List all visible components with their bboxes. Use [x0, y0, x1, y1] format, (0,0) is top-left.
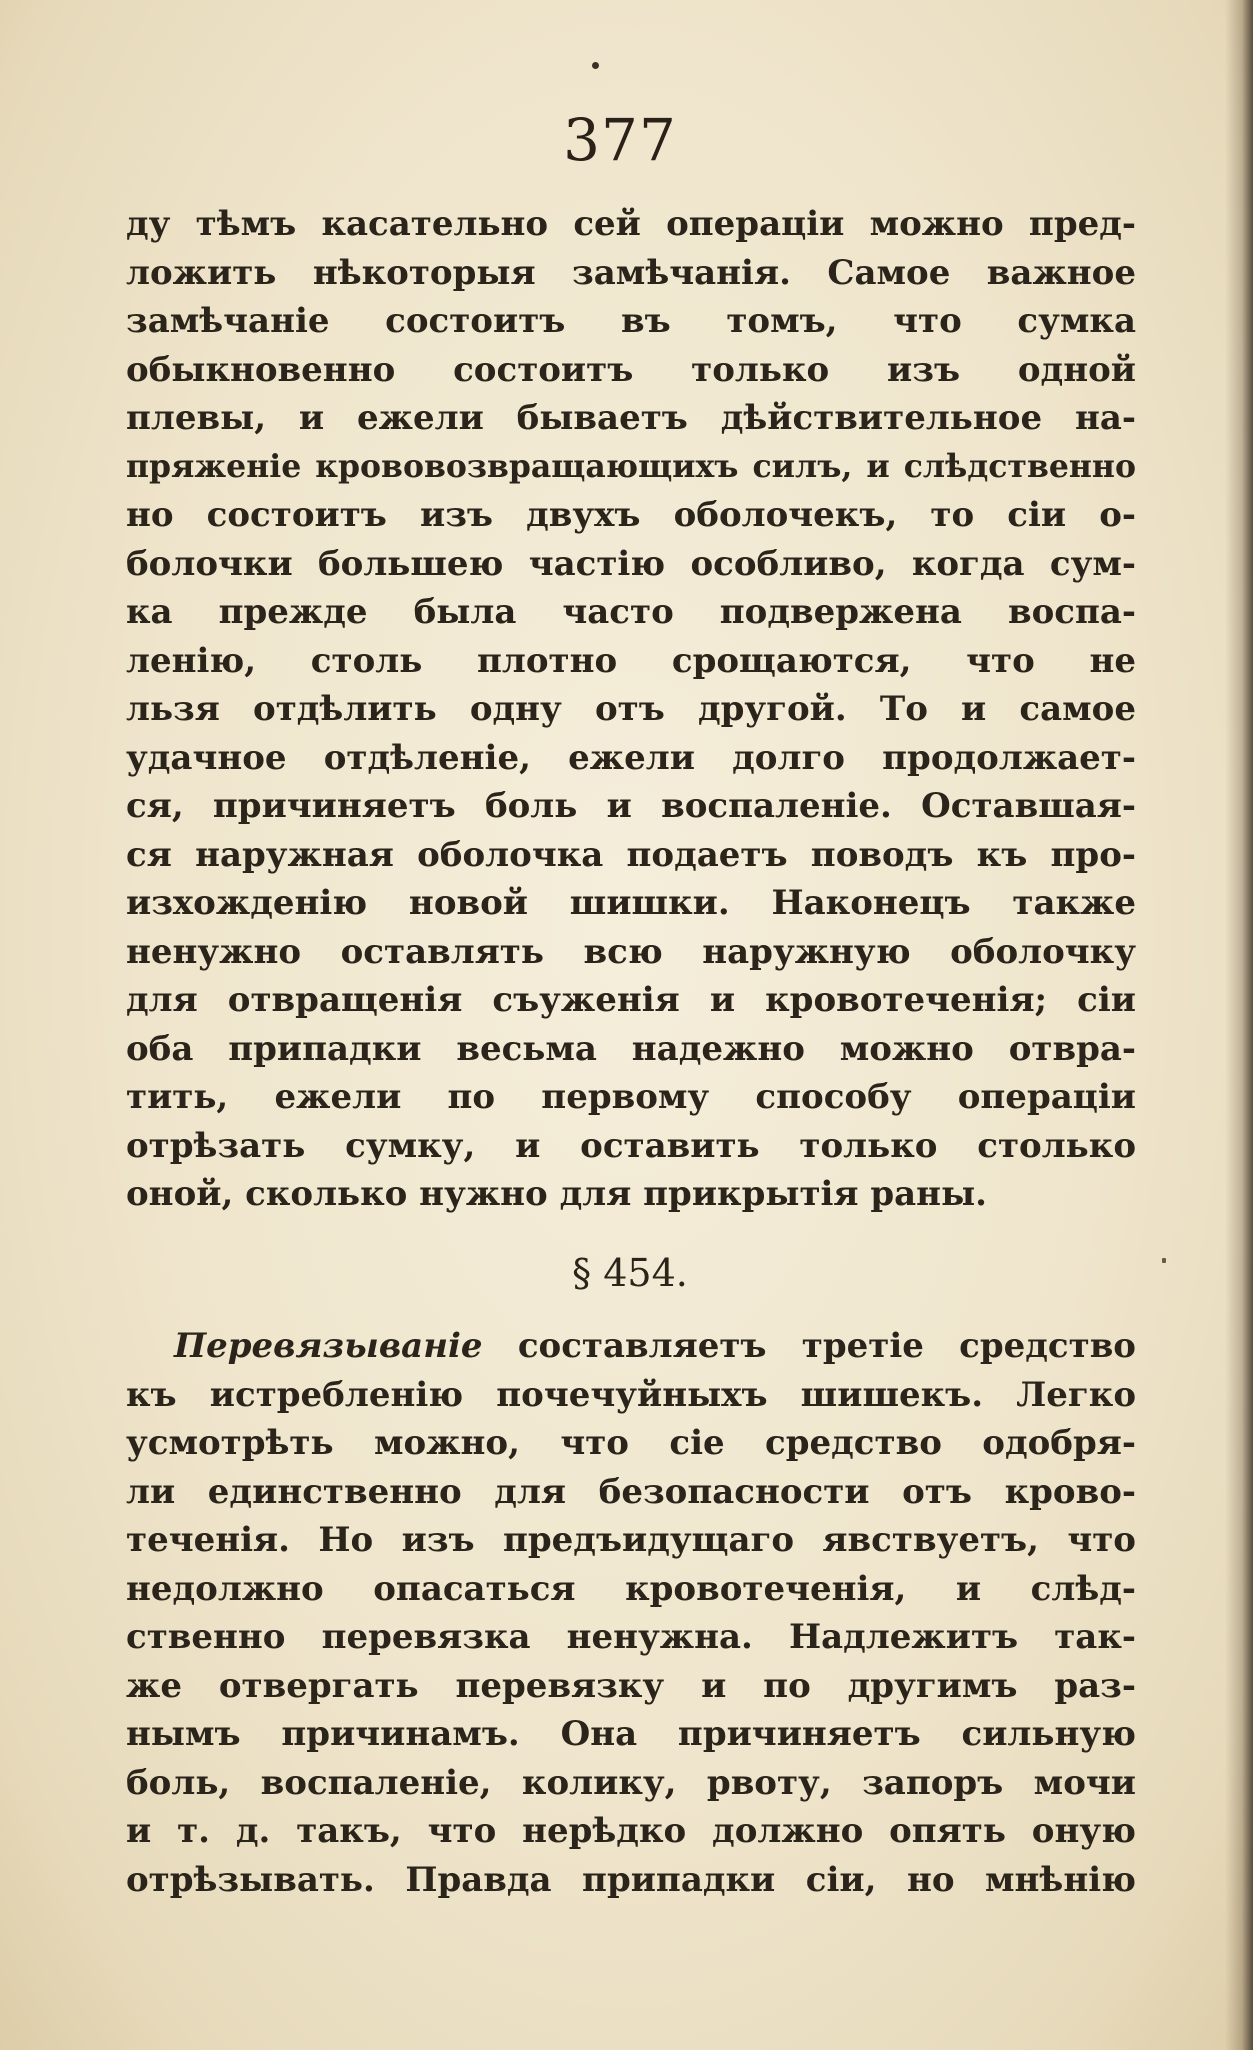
text-fragment: составляетъ третіе средство: [517, 1326, 1136, 1366]
text-line: ненужно оставлять всю наружную оболочку: [126, 931, 1136, 972]
text-line: ся, причиняетъ боль и воспаленіе. Оставшая-: [126, 786, 1136, 826]
text-line: удачное отдѣленіе, ежели долго продолжает-: [126, 737, 1136, 778]
emphasized-term: Перевязываніе: [174, 1326, 483, 1366]
text-line: ложить нѣкоторыя замѣчанія. Самое важное: [126, 252, 1136, 293]
text-line: обыкновенно состоитъ только изъ одной: [126, 349, 1136, 390]
text-line: ду тѣмъ касательно сей операціи можно пред-: [126, 204, 1136, 244]
text-line: ся наружная оболочка подаетъ поводъ къ про-: [126, 834, 1136, 875]
section-heading: § 454.: [572, 1251, 688, 1295]
text-line: теченія. Но изъ предъидущаго явствуетъ, что: [126, 1520, 1136, 1560]
text-line: оба припадки весьма надежно можно отвра-: [126, 1028, 1136, 1069]
text-line: льзя отдѣлить одну отъ другой. То и самое: [126, 689, 1136, 729]
text-line: оной, сколько нужно для прикрытія раны.: [126, 1174, 987, 1214]
text-line: къ истребленію почечуйныхъ шишекъ. Легко: [126, 1374, 1136, 1415]
text-line: нымъ причинамъ. Она причиняетъ сильную: [126, 1714, 1136, 1754]
paper-speck: [1162, 1258, 1166, 1263]
text-line: отрѣзать сумку, и оставить только столько: [126, 1125, 1136, 1166]
paragraph-2: [126, 1322, 1136, 1904]
text-line: тить, ежели по первому способу операціи: [126, 1077, 1136, 1117]
text-line: ленію, столь плотно срощаются, что не: [126, 640, 1136, 681]
text-line: болочки большею частію особливо, когда сум-: [126, 543, 1136, 584]
text-line: ственно перевязка ненужна. Надлежитъ так-: [126, 1617, 1136, 1657]
text-line: изхожденію новой шишки. Наконецъ также: [126, 883, 1136, 923]
text-line: замѣчаніе состоитъ въ томъ, что сумка: [126, 301, 1136, 341]
text-line: для отвращенія съуженія и кровотеченія; сіи: [126, 980, 1136, 1020]
page-edge-shadow: [1225, 0, 1253, 2050]
text-line: но состоитъ изъ двухъ оболочекъ, то сіи о-: [126, 495, 1136, 535]
text-line: ка прежде была часто подвержена воспа-: [126, 592, 1136, 632]
text-line: плевы, и ежели бываетъ дѣйствительное на-: [126, 398, 1136, 438]
text-line: отрѣзывать. Правда припадки сіи, но мнѣнію: [126, 1859, 1136, 1900]
text-line: и т. д. такъ, что нерѣдко должно опять оную: [126, 1811, 1136, 1851]
text-line: боль, воспаленіе, колику, рвоту, запоръ мочи: [126, 1762, 1136, 1803]
text-line: усмотрѣть можно, что сіе средство одобря-: [126, 1423, 1136, 1463]
text-line-first: [126, 1322, 1136, 1371]
text-line: же отвергать перевязку и по другимъ раз-: [126, 1665, 1136, 1706]
text-line: недолжно опасаться кровотеченія, и слѣд-: [126, 1568, 1136, 1609]
text-line: пряженіе крововозвращающихъ силъ, и слѣдственно: [126, 447, 1136, 485]
text-line: ли единственно для безопасности отъ крово-: [126, 1471, 1136, 1512]
paragraph-1: [126, 200, 1136, 1219]
ink-dot: [592, 62, 599, 69]
page-number: 377: [563, 106, 677, 174]
